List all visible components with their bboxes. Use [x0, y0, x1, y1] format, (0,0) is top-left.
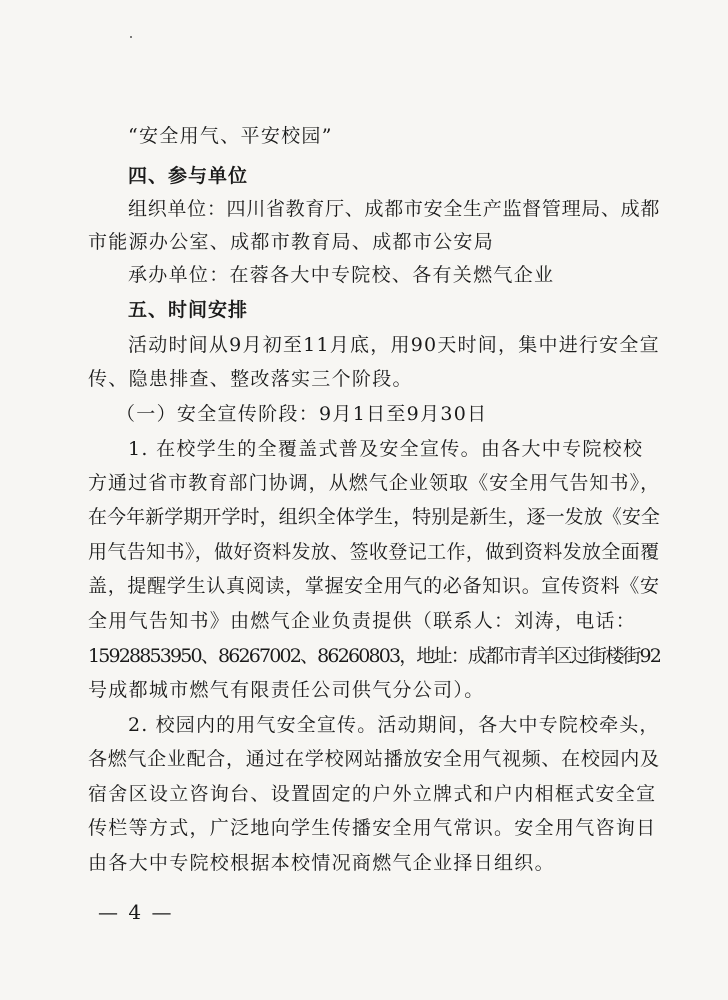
text-line-18: 2. 校园内的用气安全宣传。活动期间，各大中专院校牵头， — [128, 714, 660, 736]
text-line-3: 组织单位：四川省教育厅、成都市安全生产监督管理局、成都 — [128, 198, 661, 220]
text-line-4: 市能源办公室、成都市教育局、成都市公安局 — [88, 231, 495, 253]
section-heading-4: 四、参与单位 — [128, 165, 249, 187]
text-line-5: 承办单位：在蓉各大中专院校、各有关燃气企业 — [128, 264, 555, 286]
text-line-16: 15928853950、86267002、86260803，地址：成都市青羊区过街楼街92 — [88, 645, 661, 667]
scan-speck — [130, 36, 132, 38]
text-line-1: “安全用气、平安校园” — [128, 125, 333, 147]
section-heading-5: 五、时间安排 — [128, 299, 249, 321]
text-line-21: 传栏等方式，广泛地向学生传播安全用气常识。安全用气咨询日 — [88, 817, 657, 839]
text-line-17: 号成都城市燃气有限责任公司供气分公司）。 — [88, 679, 485, 701]
text-line-15: 全用气告知书》由燃气企业负责提供（联系人：刘涛，电话： — [88, 610, 637, 632]
text-line-13: 用气告知书》，做好资料发放、签收登记工作，做到资料发放全面覆 — [88, 541, 660, 563]
text-line-12: 在今年新学期开学时，组织全体学生，特别是新生，逐一发放《安全 — [88, 506, 661, 528]
text-line-20: 宿舍区设立咨询台、设置固定的户外立牌式和户内相框式安全宣 — [88, 783, 657, 805]
subsection-heading-1: （一）安全宣传阶段：9月1日至9月30日 — [116, 403, 488, 425]
text-line-7: 活动时间从9月初至11月底，用90天时间，集中进行安全宣 — [128, 334, 660, 356]
page-number: — 4 — — [98, 900, 174, 924]
text-line-22: 由各大中专院校根据本校情况商燃气企业择日组织。 — [88, 852, 555, 874]
text-line-10: 1. 在校学生的全覆盖式普及安全宣传。由各大中专院校校 — [128, 438, 644, 460]
text-line-14: 盖，提醒学生认真阅读，掌握安全用气的必备知识。宣传资料《安 — [88, 575, 660, 597]
text-line-11: 方通过省市教育部门协调，从燃气企业领取《安全用气告知书》， — [88, 472, 661, 494]
text-line-19: 各燃气企业配合，通过在学校网站播放安全用气视频、在校园内及 — [88, 748, 660, 770]
text-line-8: 传、隐患排查、整改落实三个阶段。 — [88, 368, 413, 390]
